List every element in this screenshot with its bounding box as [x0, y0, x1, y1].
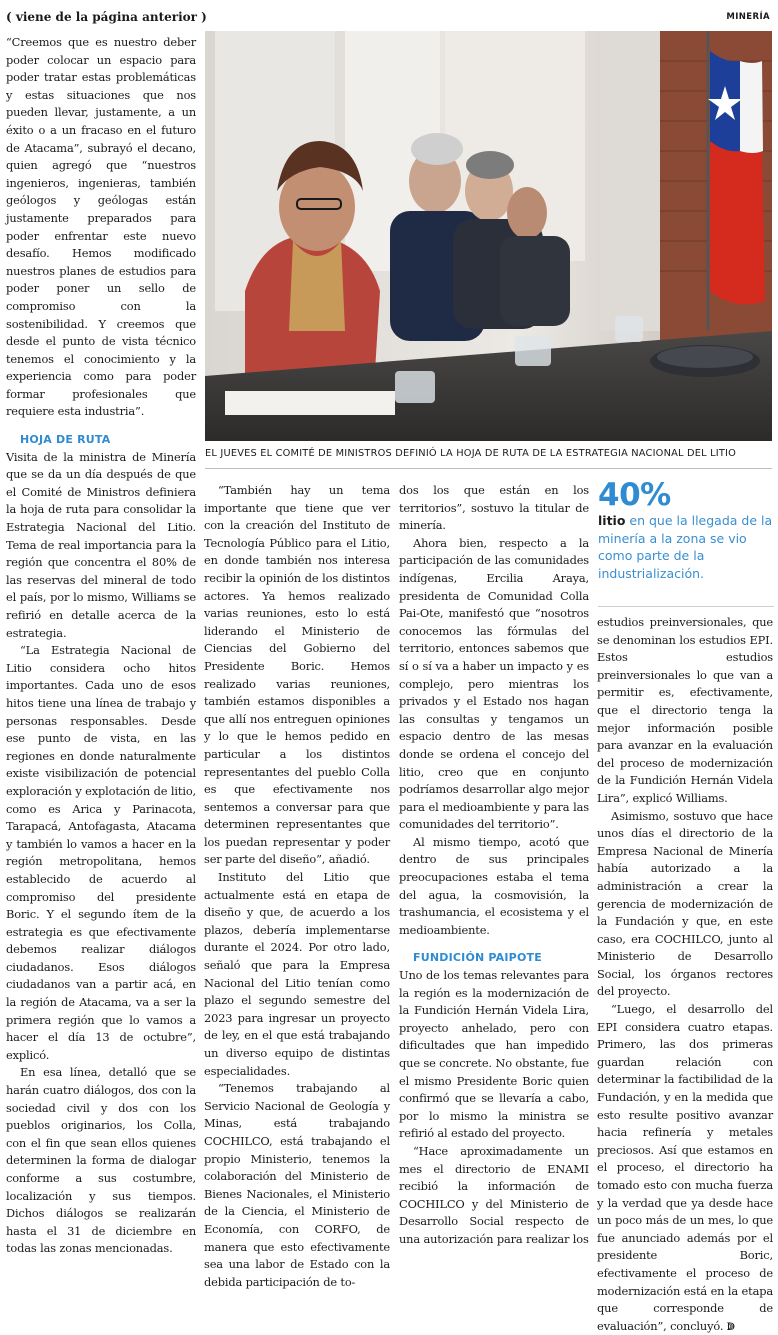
paragraph: Al mismo tiempo, acotó que dentro de sus principales preocupaciones estaba el tema del agua, la cosmovisión, la trashumancia, el ecosistema y el medioambiente. [399, 834, 589, 937]
article-column-2 [204, 482, 390, 1324]
paragraph: Visita de la ministra de Minería que se da un día después de que el Comité de Ministros definiera la hoja de ruta para consolidar la Estrategia Nacional del Litio. Tema de real importancia para la región que concentra el 80% de las reservas del mineral de todo el país, por lo mismo, Williams se refirió en detalle acerca de la estrategia. [6, 449, 196, 640]
paragraph: “Hace aproximadamente un mes el directorio de ENAMI recibió la información de COCHILCO y del Ministerio de Desarrollo Social respecto de una autorización para realizar los [399, 1143, 589, 1246]
end-mark-icon: ↇ [726, 1319, 735, 1333]
stat-callout [598, 478, 774, 582]
paragraph-text: “Luego, el desarrollo del EPI considera cuatro etapas. Primero, las dos primeras guardan relación con determinar la factibilidad de la Fundación, y en la medida que esto resulte positivo avanzar hacia refinería y metales preciosos. Así que estamos en el proceso, el directorio ha tomado esto con mucha fuerza y la verdad que ya desde hace un poco más de un mes, lo que fue anunciado además por el presidente Boric, efectivamente el proceso de modernización está en la etapa que corresponde de evaluación”, concluyó. [597, 1002, 773, 1333]
paragraph: “La Estrategia Nacional de Litio considera ocho hitos importantes. Cada uno de esos hitos tiene una línea de trabajo y personas responsables. Desde ese punto de vista, en las regiones en donde naturalmente existe visibilización de potencial exploración y explotación de litio, como es Arica y Parinacota, Tarapacá, Antofagasta, Atacama y también lo vamos a hacer en la región metropolitana, hemos establecido de acuerdo al compromiso del presidente Boric. Y el segundo ítem de la estrategia es que efectivamente debemos realizar diálogos ciudadanos. Esos diálogos ciudadanos van a partir acá, en la región de Atacama, va a ser la primera región que lo vamos a hacer el día 13 de octubre”, explicó. [6, 643, 196, 1062]
caption-divider [205, 468, 772, 469]
stat-value: 40% [598, 477, 671, 513]
subheading-fundicion-paipote: FUNDICIÓN PAIPOTE [413, 951, 542, 965]
paragraph: Instituto del Litio que actualmente está en etapa de diseño y que, de acuerdo a los plazos, debería implementarse durante el 2024. Por otro lado, señaló que para la Empresa Nacional del Litio tenían como plazo el segundo semestre del 2023 para ingresar un proyecto de ley, en el que está trabajando un diverso equipo de distintas especialidades. [204, 870, 390, 1078]
stat-divider [598, 606, 774, 607]
photo-caption: EL JUEVES EL COMITÉ DE MINISTROS DEFINIÓ LA HOJA DE RUTA DE LA ESTRATEGIA NACIONAL DEL LITIO [205, 448, 737, 459]
paragraph: En esa línea, detalló que se harán cuatro diálogos, dos con la sociedad civil y dos con los pueblos originarios, los Colla, con el fin que sean ellos quienes determinen la forma de dialogar conforme a sus costumbre, localización y sus tiempos. Dichos diálogos se realizarán hasta el 31 de diciembre en todas las zonas mencionadas. [6, 1065, 196, 1256]
paragraph [597, 1001, 773, 1335]
paragraph: Asimismo, sostuvo que hace unos días el directorio de la Empresa Nacional de Minería había autorizado a la administración a crear la gerencia de modernización de la Fundación y que, en este caso, era COCHILCO, junto al Ministerio de Desarrollo Social, los órganos rectores del proyecto. [597, 808, 773, 999]
paragraph: “También hay un tema importante que tiene que ver con la creación del Instituto de Tecnología Público para el Litio, en donde también nos interesa recibir la opinión de los distintos actores. Ya hemos realizado varias reuniones, esto lo está liderando el Ministerio de Ciencias del Gobierno del Presidente Boric. Hemos realizado varias reuniones, también estamos disponibles a que allí nos entreguen opiniones y lo que le hemos pedido en particular a los distintos representantes del pueblo Colla es que efectivamente nos sentemos a conversar para que determinen representantes que los puedan representar y poder ser parte del diseño”, añadió. [204, 483, 390, 867]
article-column-4 [597, 614, 773, 1333]
paragraph: Uno de los temas relevantes para la región es la modernización de la Fundición Hernán Videla Lira, proyecto anhelado, pero con dificultades que han impedido que se concrete. No obstante, fue el mismo Presidente Boric quien confirmó que se llevaría a cabo, por lo mismo la ministra se refirió al estado del proyecto. [399, 968, 589, 1141]
chile-flag-icon [708, 31, 765, 331]
paragraph: estudios preinversionales, que se denominan los estudios EPI. Estos estudios preinversionales lo que van a permitir es, efectivamente, que el directorio tenga la mejor información posible para avanzar en la evaluación del proceso de modernización de la Fundición Hernán Videla Lira”, explicó Williams. [597, 615, 773, 805]
paragraph: “Tenemos trabajando al Servicio Nacional de Geología y Minas, está trabajando COCHILCO, está trabajando el propio Ministerio, tenemos la colaboración del Ministerio de Bienes Nacionales, el Ministerio de la Ciencia, el Ministerio de Economía, con CORFO, de manera que esto efectivamente sea una labor de Estado con la debida participación de to- [204, 1081, 390, 1289]
paragraph: “Creemos que es nuestro deber poder colocar un espacio para poder tratar estas problemáticas y estas situaciones que nos pueden llevar, justamente, a un éxito o a un fracaso en el futuro de Atacama”, subrayó el decano, quien agregó que “nuestros ingenieros, ingenieras, también geólogos y geólogas están justamente preparados para poder enfrentar este nuevo desafío. Hemos modificado nuestros planes de estudios para poder poner un sello de compromiso con la sostenibilidad. Y creemos que desde el punto de vista técnico tenemos el conocimiento y la experiencia como para poder formar profesionales que requiere esta industria”. [6, 35, 196, 419]
continued-from-previous-page: ( viene de la página anterior ) [6, 10, 207, 24]
paragraph: Ahora bien, respecto a la participación de las comunidades indígenas, Ercilia Araya, presidenta de Comunidad Colla Pai-Ote, manifestó que “nosotros conocemos las fórmulas del territorio, entonces sabemos que sí o sí va a haber un impacto y es complejo, pero mientras los privados y el Estado nos hagan las consultas y tengamos un espacio dentro de las mesas donde se ordena el concejo del litio, creo que en conjunto podríamos desarrollar algo mejor para el medioambiente y para las comunidades del territorio”. [399, 535, 589, 832]
paragraph: dos los que están en los territorios”, sostuvo la titular de minería. [399, 483, 589, 533]
news-photo [205, 31, 772, 441]
section-label: MINERÍA [726, 12, 770, 22]
subheading-hoja-de-ruta: HOJA DE RUTA [20, 433, 111, 447]
article-column-3 [399, 482, 589, 1324]
stat-keyword: litio [598, 513, 626, 528]
stat-text: en que la llegada de la minería a la zona se vio como parte de la industrialización. [598, 513, 773, 581]
article-column-1 [6, 34, 196, 1324]
stat-description [598, 512, 774, 582]
